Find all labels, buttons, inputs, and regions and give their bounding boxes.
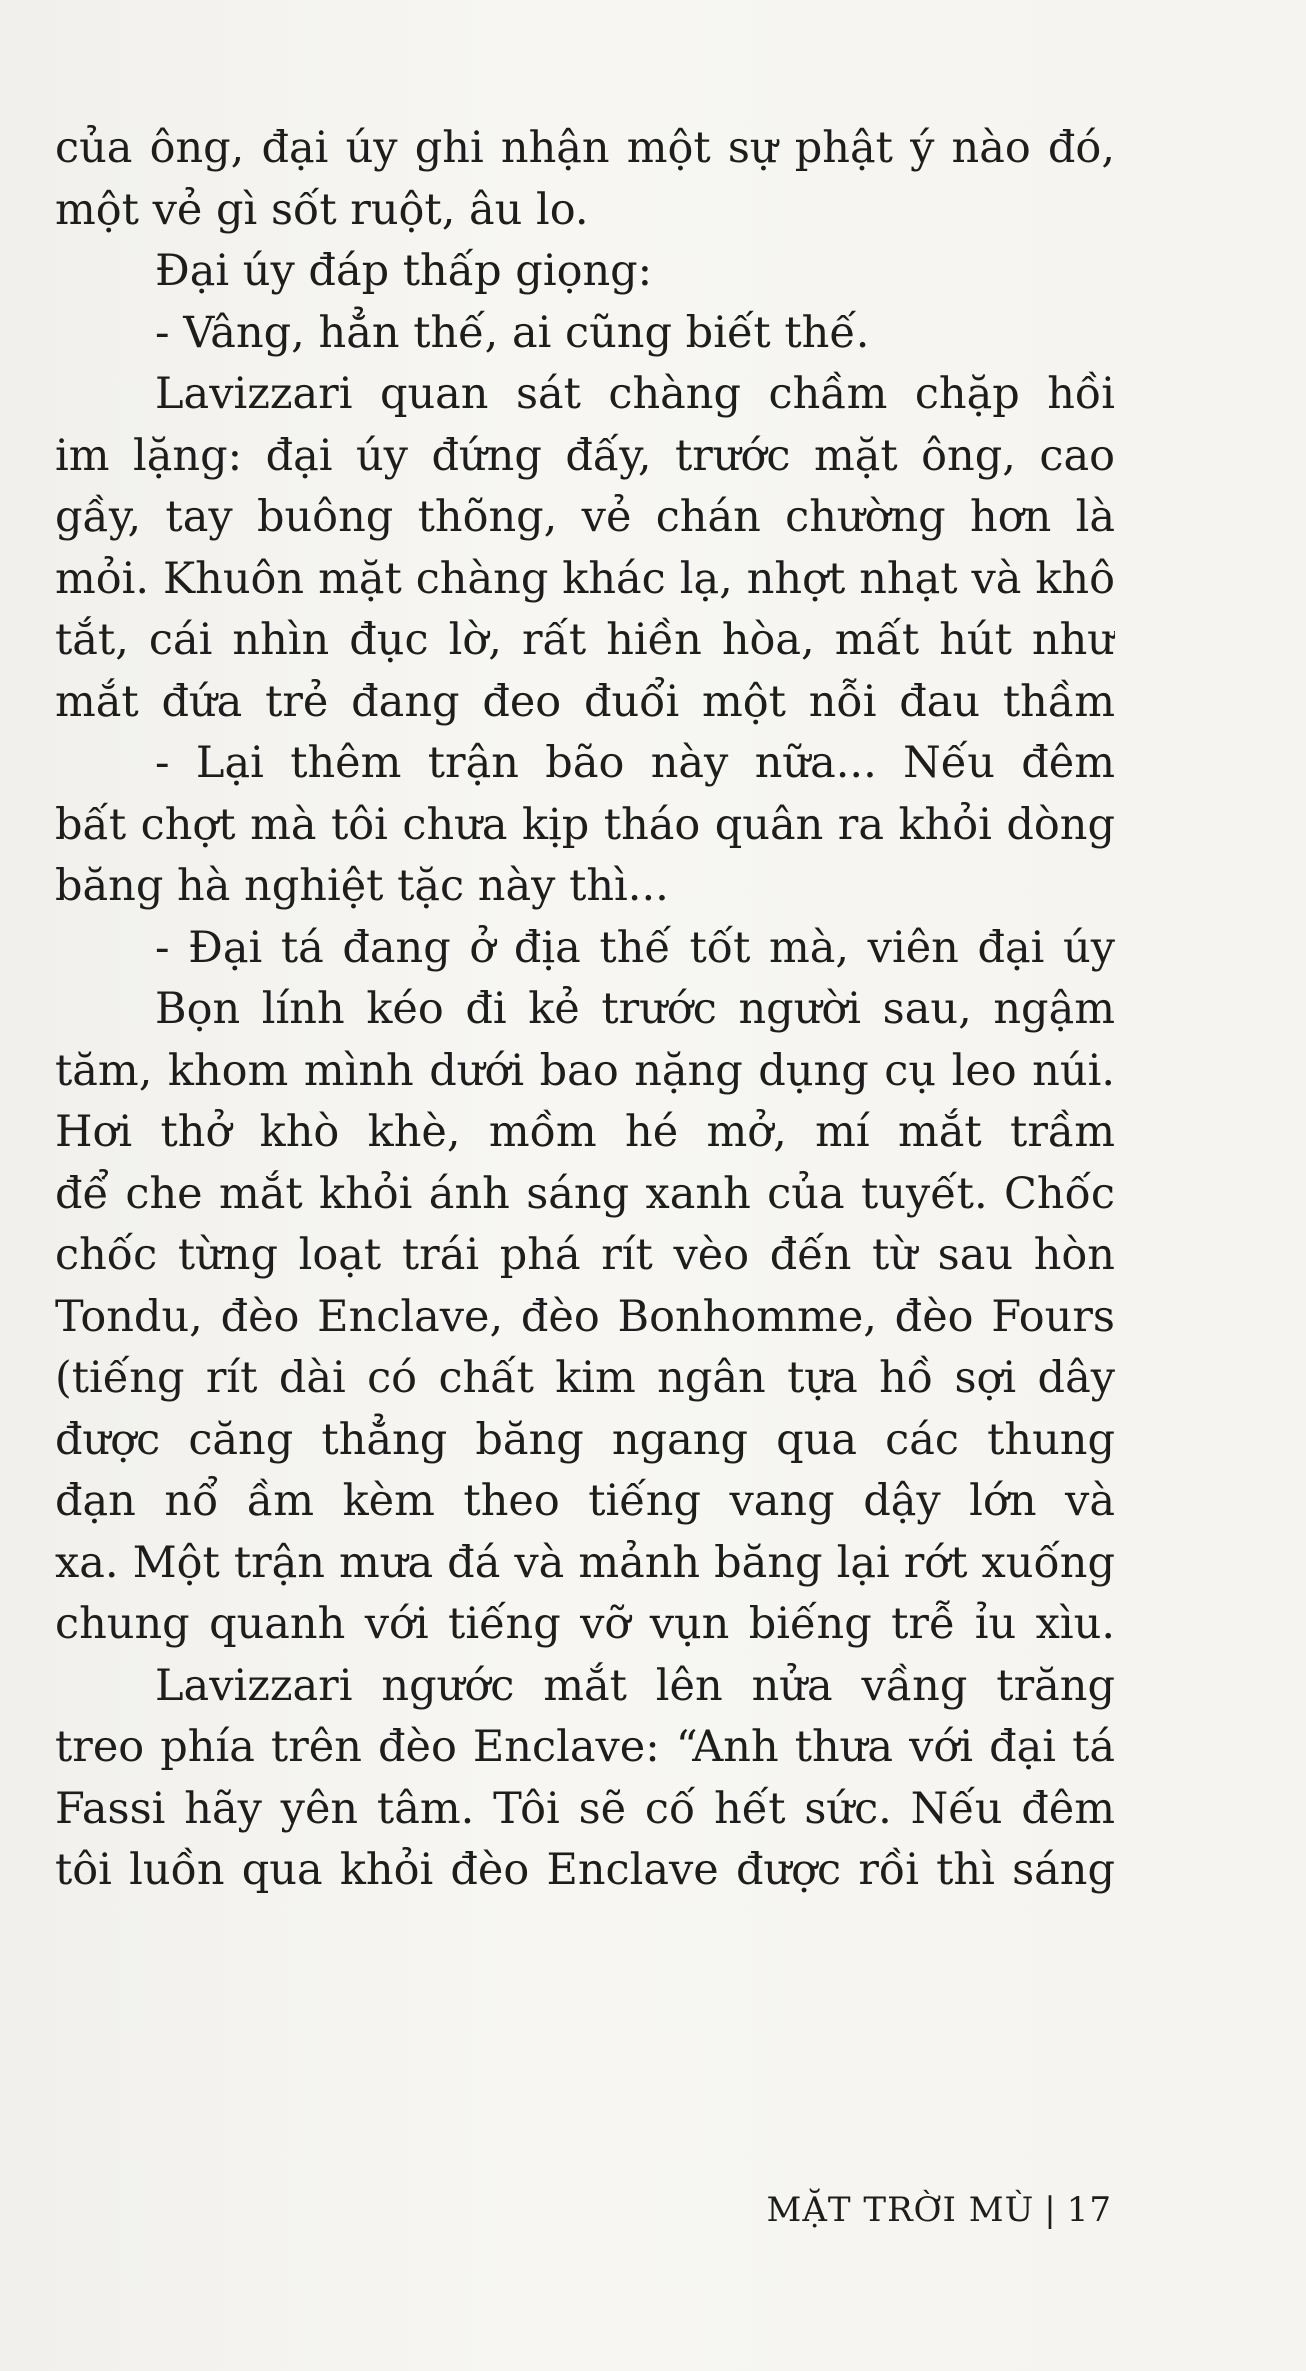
text-line: mắt đứa trẻ đang đeo đuổi một nỗi đau thầm [55,676,1115,727]
text-line: để che mắt khỏi ánh sáng xanh của tuyết. Chốc [55,1168,1115,1219]
text-line: một vẻ gì sốt ruột, âu lo. [55,184,589,235]
text-line: tôi luồn qua khỏi đèo Enclave được rồi thì sáng [55,1845,1115,1895]
text-line: được căng thẳng băng ngang qua các thung [55,1414,1115,1465]
text-line: chung quanh với tiếng vỡ vụn biếng trễ ỉu xìu. [55,1599,1115,1649]
text-line: Bọn lính kéo đi kẻ trước người sau, ngậm [155,984,1115,1034]
body-text [55,118,1115,1902]
text-line: Đại úy đáp thấp giọng: [155,246,653,296]
text-line: im lặng: đại úy đứng đấy, trước mặt ông, cao [55,430,1115,481]
text-line: mỏi. Khuôn mặt chàng khác lạ, nhợt nhạt và khô [55,553,1115,604]
text-line: đạn nổ ầm kèm theo tiếng vang dậy lớn và [55,1476,1115,1526]
text-line: - Lại thêm trận bão này nữa... Nếu đêm [155,738,1115,788]
text-line: của ông, đại úy ghi nhận một sự phật ý nào đó, [55,123,1115,173]
text-line: gầy, tay buông thõng, vẻ chán chường hơn là [55,492,1115,542]
text-line: Lavizzari quan sát chàng chầm chặp hồi [155,369,1115,419]
text-line: Tondu, đèo Enclave, đèo Bonhomme, đèo Fours [55,1291,1115,1342]
text-line: bất chợt mà tôi chưa kịp tháo quân ra khỏi dòng [55,799,1115,850]
text-line: - Đại tá đang ở địa thế tốt mà, viên đại úy [155,922,1115,973]
text-line: Hơi thở khò khè, mồm hé mở, mí mắt trầm [55,1107,1115,1157]
text-line: Fassi hãy yên tâm. Tôi sẽ cố hết sức. Nếu đêm [55,1783,1115,1834]
text-line: xa. Một trận mưa đá và mảnh băng lại rớt xuống [55,1537,1115,1588]
text-line: (tiếng rít dài có chất kim ngân tựa hồ sợi dây [55,1353,1115,1403]
text-line: tắt, cái nhìn đục lờ, rất hiền hòa, mất hút như [55,615,1115,665]
page-number: 17 [1066,2190,1112,2230]
text-line: tăm, khom mình dưới bao nặng dụng cụ leo núi. [55,1045,1115,1096]
page-footer [0,2190,1112,2230]
text-line: chốc từng loạt trái phá rít vèo đến từ sau hòn [55,1230,1115,1280]
text-line: băng hà nghiệt tặc này thì... [55,861,669,911]
text-line: treo phía trên đèo Enclave: “Anh thưa với đại tá [55,1722,1115,1772]
text-line: Lavizzari ngước mắt lên nửa vầng trăng [155,1660,1115,1711]
text-line: - Vâng, hẳn thế, ai cũng biết thế. [155,307,870,358]
running-title: MẶT TRỜI MÙ [766,2190,1035,2230]
footer-separator: | [1044,2190,1057,2230]
